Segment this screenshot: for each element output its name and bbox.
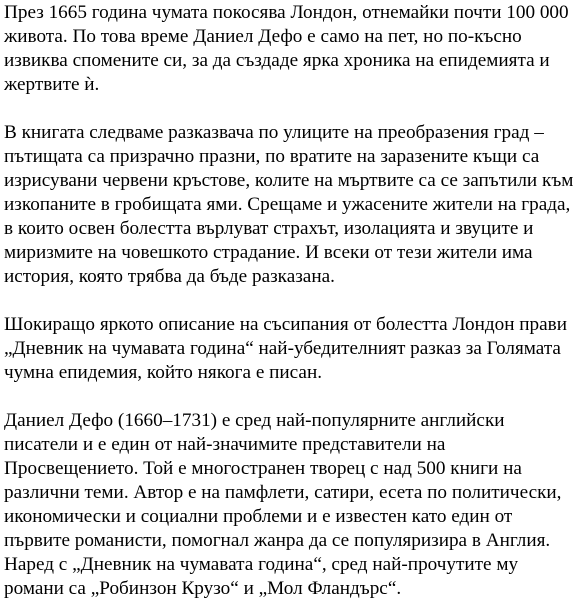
paragraph-story bbox=[4, 121, 578, 289]
text-line: живота. По това време Даниел Дефо е само на пет, но по-късно bbox=[4, 26, 522, 47]
text-line: различни теми. Автор е на памфлети, сатири, есета по политически, bbox=[4, 482, 562, 503]
document-body bbox=[4, 1, 578, 601]
text-line: първите романисти, помогнал жанра да се популяризира в Англия. bbox=[4, 530, 551, 551]
text-line: „Дневник на чумавата година“ най-убедителният разказ за Голямата bbox=[4, 338, 561, 359]
text-line: писатели и е един от най-значимите представители на bbox=[4, 434, 446, 455]
text-line: Шокиращо яркото описание на съсипания от болестта Лондон прави bbox=[4, 314, 567, 335]
paragraph-summary bbox=[4, 313, 578, 385]
text-line: в които освен болестта върлуват страхът, изолацията и звуците и bbox=[4, 218, 534, 239]
paragraph-author-bio bbox=[4, 409, 578, 601]
paragraph-intro bbox=[4, 1, 578, 97]
text-line: През 1665 година чумата покосява Лондон, отнемайки почти 100 000 bbox=[4, 2, 569, 23]
text-line: икономически и социални проблеми и е известен като един от bbox=[4, 506, 513, 527]
text-line: Просвещението. Той е многостранен творец с над 500 книги на bbox=[4, 458, 522, 479]
text-line: романи са „Робинзон Крузо“ и „Мол Фландърс“. bbox=[4, 578, 402, 599]
text-line: миризмите на човешкото страдание. И всеки от тези жители има bbox=[4, 242, 533, 263]
text-line: жертвите ѝ. bbox=[4, 74, 100, 95]
text-line: извиква спомените си, за да създаде ярка хроника на епидемията и bbox=[4, 50, 550, 71]
text-line: изкопаните в гробищата ями. Срещаме и ужасените жители на града, bbox=[4, 194, 571, 215]
text-line: пътищата са призрачно празни, по вратите на заразените къщи са bbox=[4, 146, 540, 167]
text-line: В книгата следваме разказвача по улиците на преобразения град – bbox=[4, 122, 544, 143]
text-line: изрисувани червени кръстове, колите на мъртвите са се запътили към bbox=[4, 170, 574, 191]
text-line: Даниел Дефо (1660–1731) е сред най-популярните английски bbox=[4, 410, 505, 431]
text-line: история, която трябва да бъде разказана. bbox=[4, 266, 335, 287]
text-line: чумна епидемия, който някога е писан. bbox=[4, 362, 323, 383]
text-line: Наред с „Дневник на чумавата година“, сред най-прочутите му bbox=[4, 554, 519, 575]
